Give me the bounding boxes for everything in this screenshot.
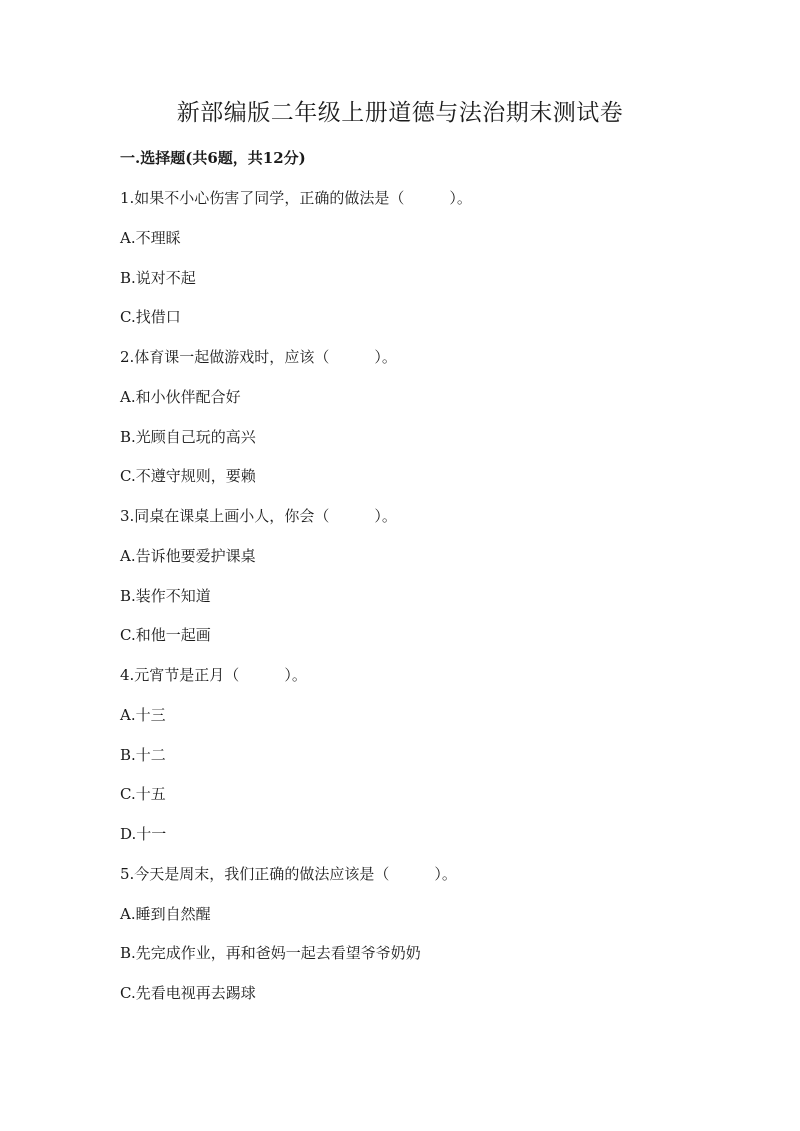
question-3-option-c: C.和他一起画 [120, 626, 211, 645]
question-3-option-b: B.装作不知道 [120, 586, 211, 605]
question-5-option-a: A.睡到自然醒 [120, 904, 211, 923]
question-1-option-c: C.找借口 [120, 308, 181, 327]
question-list [120, 185, 720, 1020]
question-2-option-b: B.光顾自己玩的高兴 [120, 427, 256, 446]
question-2-option-c: C.不遵守规则，要赖 [120, 467, 256, 486]
question-5-option-c: C.先看电视再去踢球 [120, 984, 256, 1002]
section-heading: 一.选择题(共6题，共12分) [120, 149, 306, 167]
question-1-option-a: A.不理睬 [120, 228, 181, 247]
question-4-option-a: A.十三 [120, 705, 166, 724]
question-4-option-b: B.十二 [120, 745, 166, 764]
question-1-option-b: B.说对不起 [120, 268, 196, 287]
question-2-option-a: A.和小伙伴配合好 [120, 387, 241, 406]
page-title: 新部编版二年级上册道德与法治期末测试卷 [176, 100, 624, 126]
question-4-stem: 4.元宵节是正月（ ）。 [120, 666, 307, 684]
question-4-option-d: D.十一 [120, 825, 167, 843]
question-2-stem: 2.体育课一起做游戏时，应该（ ）。 [120, 348, 397, 366]
question-1-stem: 1.如果不小心伤害了同学，正确的做法是（ ）。 [120, 189, 472, 207]
question-3-option-a: A.告诉他要爱护课桌 [120, 546, 256, 565]
question-5-stem: 5.今天是周末，我们正确的做法应该是（ ）。 [120, 864, 457, 883]
question-4-option-c: C.十五 [120, 785, 166, 804]
question-3-stem: 3.同桌在课桌上画小人，你会（ ）。 [120, 507, 397, 525]
question-5-option-b: B.先完成作业，再和爸妈一起去看望爷爷奶奶 [120, 944, 421, 963]
